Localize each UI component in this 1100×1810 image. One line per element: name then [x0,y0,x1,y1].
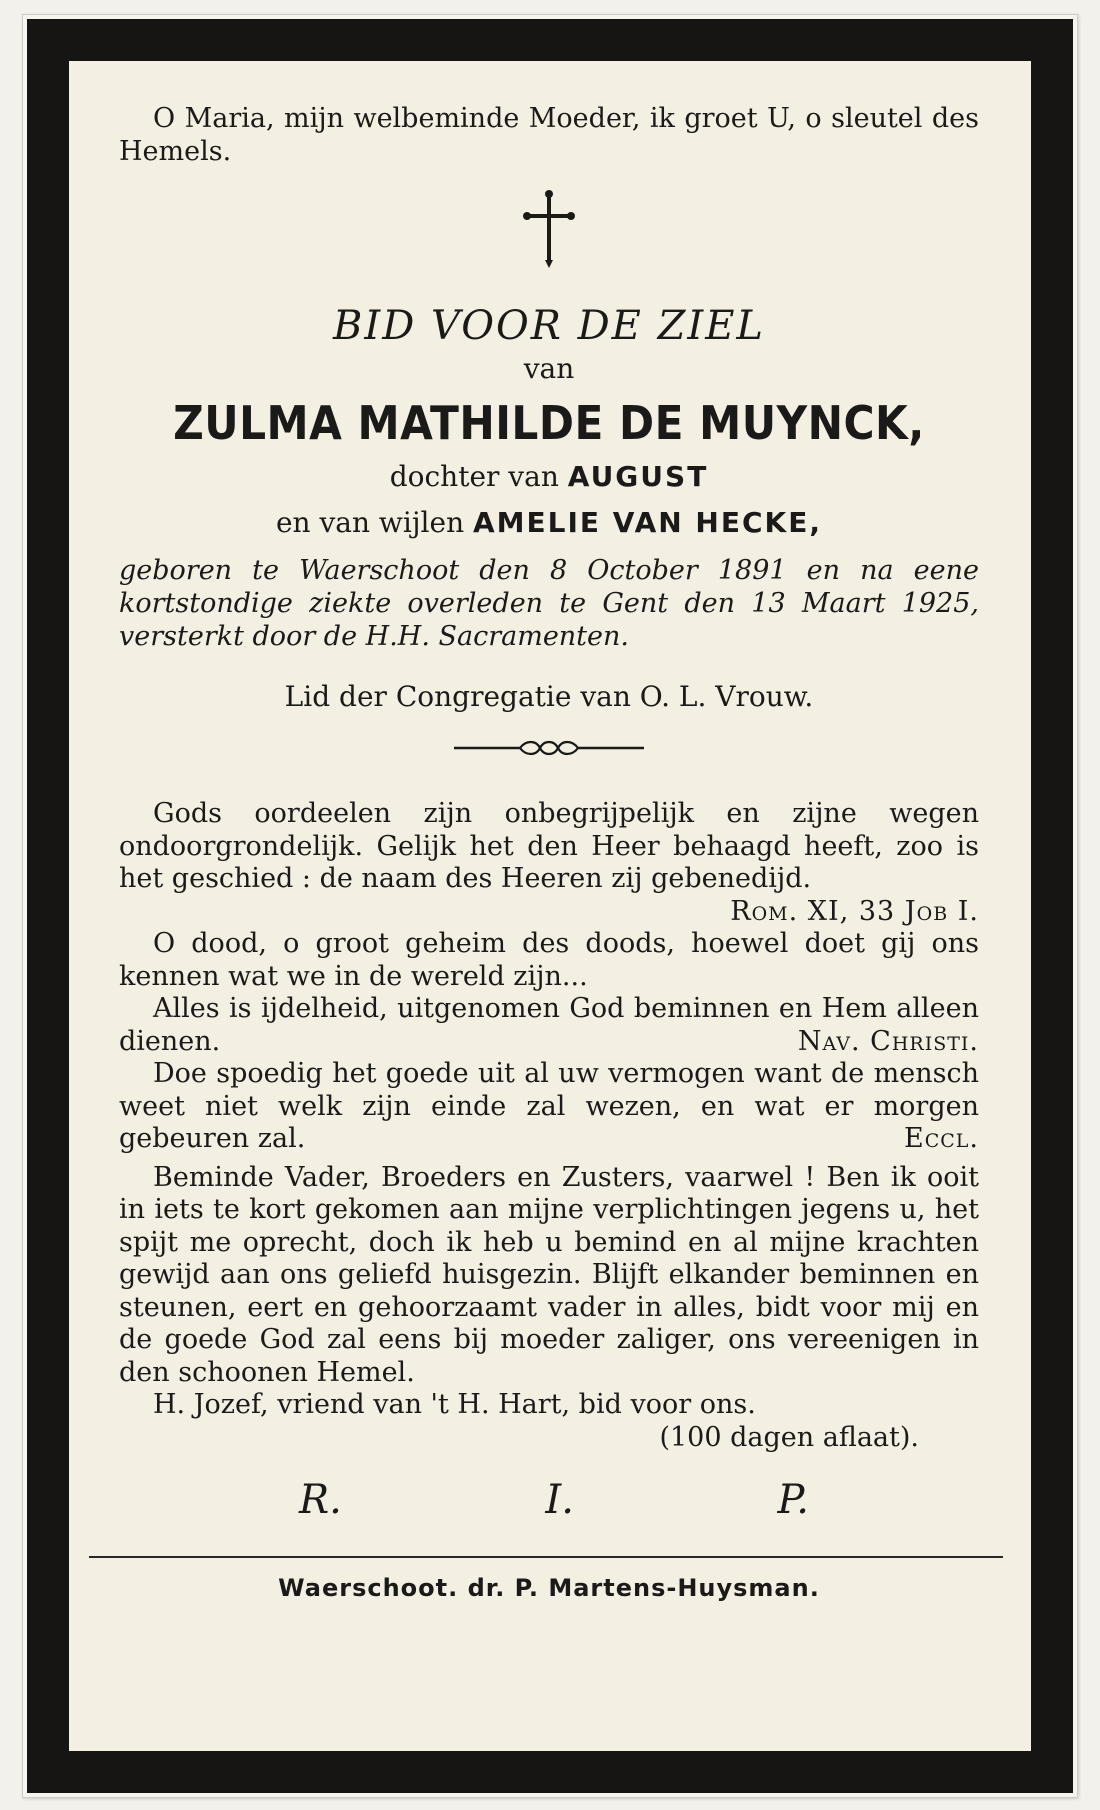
quote-reference: Eccl. [904,1123,979,1154]
father-line [119,454,979,500]
quote-paragraph: Alles is ijdelheid, uitgenomen God beminnen en Hem alleen dienen. Nav. Christi. [119,993,979,1057]
quote-reference: Rom. XI, 33 Job I. [730,895,979,927]
father-name: AUGUST [567,460,709,493]
van-text: van [523,352,575,385]
rip-letters [119,1470,979,1530]
rip-letter: P. [777,1476,809,1523]
invocation-text: O Maria, mijn welbeminde Moeder, ik groet U, o sleutel des Hemels. [119,103,979,167]
congregation-text: Lid der Congregatie van O. L. Vrouw. [284,680,814,713]
mourning-border [27,19,1073,1793]
mother-prefix: en van wijlen [275,506,465,539]
latin-cross-icon [119,190,979,282]
quote-reference: Nav. Christi. [797,1025,979,1057]
quote-paragraph: O dood, o groot geheim des doods, hoewel doet gij ons kennen wat we in de wereld zijn... [119,928,979,992]
prayer-heading: BID VOOR DE ZIEL [333,303,765,349]
rip-letter: I. [545,1476,574,1523]
scripture-quotes [119,798,979,1156]
quote-paragraph: Doe spoedig het goede uit al uw vermogen want de mensch weet niet welk zijn einde zal wezen, en wat er morgen gebeuren zal. Eccl. [119,1058,979,1154]
mother-line [119,500,979,546]
card-text [69,61,1031,1751]
father-prefix: dochter van [389,460,559,493]
rip-letter: R. [299,1476,342,1523]
memorial-card [22,14,1078,1798]
prayer-text: H. Jozef, vriend van 't H. Hart, bid voor ons. [153,1389,756,1420]
deceased-name: ZULMA MATHILDE DE MUYNCK, [173,396,925,450]
quote-paragraph: Gods oordeelen zijn onbegrijpelijk en zijne wegen ondoorgrondelijk. Gelijk het den Heer behaagd heeft, zoo is het geschied : de naam des Heeren zij gebenedijd. Rom. XI, 33 Job I. [119,798,979,927]
farewell-text: Beminde Vader, Broeders en Zusters, vaarwel ! Ben ik ooit in iets te kort gekomen aan mijne verplichtingen jegens u, het spijt me oprecht, doch ik heb u bemind en al mijne krachten gewijd aan ons geliefd huisgezin. Blijft elkander beminnen en steunen, eert en gehoorzaamt vader in alles, bidt voor mij en de goede God zal eens bij moeder zaliger, ons vereenigen in den schoonen Hemel. [119,1161,979,1388]
divider [89,1556,1003,1558]
printer-credit: Waerschoot. dr. P. Martens-Huysman. [278,1573,820,1602]
indulgence-text: (100 dagen aflaat). [659,1421,919,1453]
birth-death-text: geboren te Waerschoot den 8 October 1891 en na eene kortstondige ziekte overleden te Gent den 13 Maart 1925, versterkt door de H.H. Sacramenten. [119,555,979,652]
mother-name: AMELIE VAN HECKE, [473,506,823,539]
scroll-ornament-icon [119,736,979,776]
card-paper [69,61,1031,1751]
